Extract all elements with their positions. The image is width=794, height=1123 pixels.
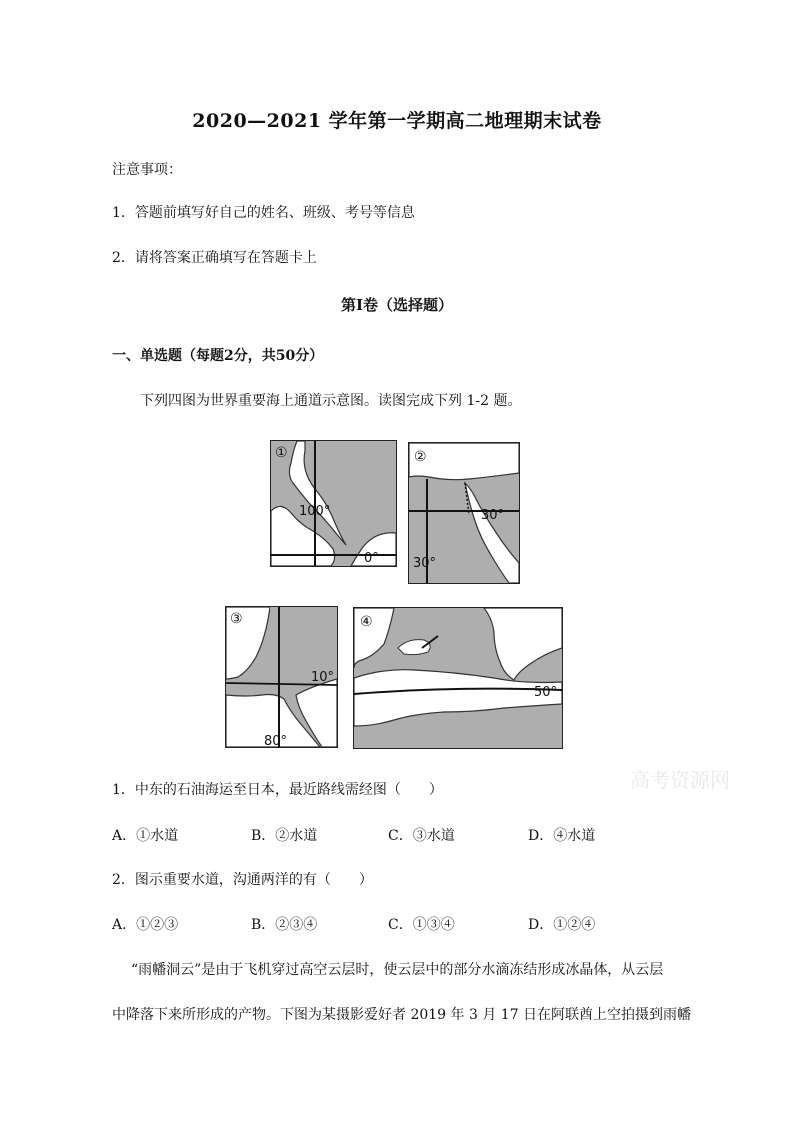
question-1-stem: 1．中东的石油海运至日本，最近路线需经图（ ） xyxy=(112,782,443,798)
question-2-stem: 2．图示重要水道，沟通两洋的有（ ） xyxy=(112,872,373,888)
bristol-channel xyxy=(398,640,430,655)
map-4-number: ④ xyxy=(360,614,373,630)
notice-item-2: 2．请将答案正确填写在答题卡上 xyxy=(112,250,317,266)
north-sea xyxy=(484,608,562,680)
watermark: 高考资源网 xyxy=(630,768,730,792)
map-3-panama xyxy=(225,606,338,748)
english-channel xyxy=(354,670,562,726)
page-title: 2020—2021 学年第一学期高二地理期末试卷 xyxy=(192,110,602,132)
map-4-latitude-label: 50° xyxy=(534,685,558,700)
map-3-number: ③ xyxy=(230,611,243,627)
question-1-option-a[interactable]: A．①水道 xyxy=(112,828,179,844)
map-1-malacca xyxy=(270,440,397,567)
map-3-latitude-label: 10° xyxy=(311,670,335,685)
question-intro: 下列四图为世界重要海上通道示意图。读图完成下列 1-2 题。 xyxy=(140,393,522,409)
map-4-drawing xyxy=(354,608,562,748)
notice-item-1: 1．答题前填写好自己的姓名、班级、考号等信息 xyxy=(112,205,415,221)
map-2-longitude-label: 30° xyxy=(413,556,437,571)
passage-line-2: 中降落下来所形成的产物。下图为某摄影爱好者 2019 年 3 月 17 日在阿联酋上空拍摄到雨幡 xyxy=(112,1007,692,1023)
map-2-suez xyxy=(408,442,520,584)
map-2-latitude-label: 30° xyxy=(481,508,505,523)
question-2-option-d[interactable]: D．①②④ xyxy=(528,917,596,933)
red-sea xyxy=(465,483,519,583)
notice-heading: 注意事项： xyxy=(112,162,182,178)
map-3-drawing xyxy=(226,607,337,747)
map-1-number: ① xyxy=(275,445,288,461)
question-2-option-c[interactable]: C．①③④ xyxy=(388,917,455,933)
question-1-option-b[interactable]: B．②水道 xyxy=(251,828,318,844)
section-heading: 一、单选题（每题2分，共50分） xyxy=(112,348,324,364)
question-1-option-d[interactable]: D．④水道 xyxy=(528,828,596,844)
map-2-number: ② xyxy=(414,449,427,465)
land-patch xyxy=(270,607,337,678)
question-2-option-a[interactable]: A．①②③ xyxy=(112,917,179,933)
map-2-drawing xyxy=(409,443,519,583)
map-1-longitude-label: 100° xyxy=(299,504,331,519)
question-2-option-b[interactable]: B．②③④ xyxy=(251,917,318,933)
map-3-longitude-label: 80° xyxy=(264,734,288,747)
map-1-drawing xyxy=(271,441,396,566)
question-1-option-c[interactable]: C．③水道 xyxy=(388,828,455,844)
map-4-channel xyxy=(353,607,563,749)
map-1-latitude-label: 0° xyxy=(364,551,379,566)
passage-line-1: “雨幡洞云”是由于飞机穿过高空云层时，使云层中的部分水滴冻结形成冰晶体，从云层 xyxy=(131,962,664,978)
part-title: 第I卷（选择题） xyxy=(340,296,454,314)
